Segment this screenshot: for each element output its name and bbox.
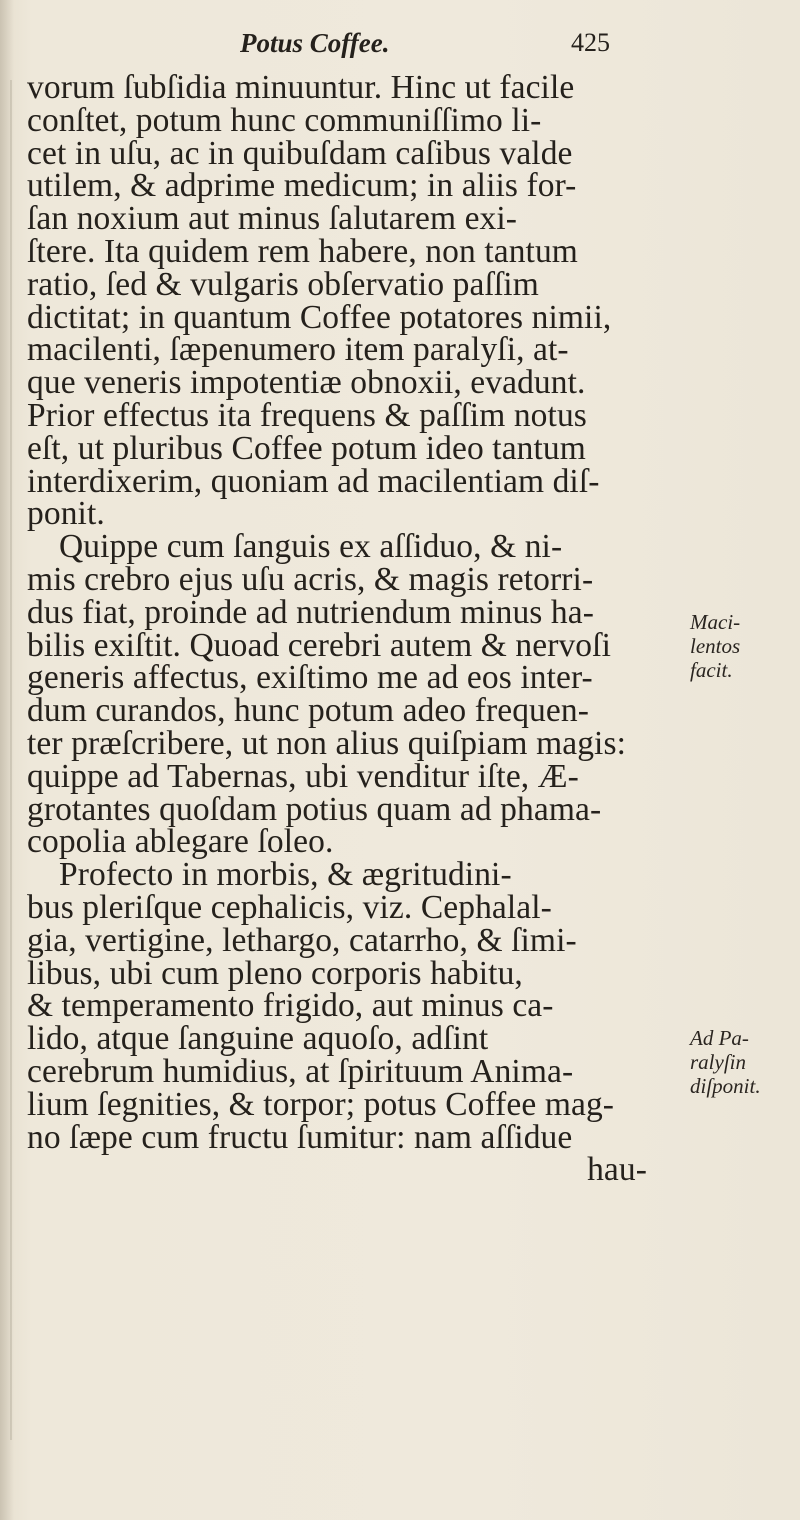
- text-line-12: eſt, ut pluribus Coffee potum ideo tantum: [27, 429, 586, 467]
- margin-note-macilentos: [690, 610, 800, 682]
- text-line-21: ter præſcribere, ut non alius quiſpiam magis:: [27, 724, 626, 762]
- text-line-13: interdixerim, quoniam ad macilentiam diſ-: [27, 462, 600, 500]
- text-line-31: cerebrum humidius, at ſpirituum Anima-: [27, 1052, 574, 1090]
- text-line-22: quippe ad Tabernas, ubi venditur iſte, Æ-: [27, 757, 579, 795]
- text-line-27: gia, vertigine, lethargo, catarrho, & ſimi-: [27, 921, 577, 959]
- text-line-16: mis crebro ejus uſu acris, & magis retorri-: [27, 560, 594, 598]
- running-head: Potus Coffee.: [240, 28, 390, 58]
- margin-note-line: Ad Pa-: [690, 1026, 749, 1050]
- text-line-30: lido, atque ſanguine aquoſo, adſint: [27, 1020, 489, 1058]
- text-line-29: & temperamento frigido, aut minus ca-: [27, 987, 554, 1025]
- text-line-4: utilem, & adprime medicum; in aliis for-: [27, 167, 577, 205]
- text-line-14: ponit.: [27, 495, 105, 533]
- margin-note-line: Maci-: [690, 610, 741, 634]
- text-line-6: ſtere. Ita quidem rem habere, non tantum: [27, 232, 578, 270]
- text-line-25: Profecto in morbis, & ægritudini-: [59, 856, 512, 894]
- body-text: [27, 69, 647, 1189]
- text-line-23: grotantes quoſdam potius quam ad phama-: [27, 790, 602, 828]
- text-line-32: lium ſegnities, & torpor; potus Coffee mag-: [27, 1085, 615, 1123]
- text-line-8: dictitat; in quantum Coffee potatores nimii,: [27, 298, 612, 336]
- text-line-33: no ſæpe cum fructu ſumitur: nam aſſidue: [27, 1118, 573, 1156]
- text-line-28: libus, ubi cum pleno corporis habitu,: [27, 954, 523, 992]
- catchword: hau-: [587, 1151, 647, 1189]
- margin-note-ad-paralysin: [690, 1026, 800, 1098]
- text-line-2: conſtet, potum hunc communiſſimo li-: [27, 101, 542, 139]
- margin-note-line: facit.: [690, 658, 733, 682]
- text-line-20: dum curandos, hunc potum adeo frequen-: [27, 692, 589, 730]
- page-header: [0, 28, 800, 68]
- page-edge-line: [10, 80, 12, 1440]
- margin-note-line: diſponit.: [690, 1074, 761, 1098]
- text-line-10: que veneris impotentiæ obnoxii, evadunt.: [27, 364, 586, 402]
- margin-note-line: lentos: [690, 634, 741, 658]
- text-line-15: Quippe cum ſanguis ex aſſiduo, & ni-: [59, 528, 563, 566]
- text-line-7: ratio, ſed & vulgaris obſervatio paſſim: [27, 265, 539, 303]
- text-line-3: cet in uſu, ac in quibuſdam caſibus valde: [27, 134, 573, 172]
- text-line-9: macilenti, ſæpenumero item paralyſi, at-: [27, 331, 569, 369]
- margin-note-line: ralyſin: [690, 1050, 746, 1074]
- text-line-11: Prior effectus ita frequens & paſſim notus: [27, 396, 587, 434]
- page-number: 425: [571, 28, 610, 57]
- text-line-1: vorum ſubſidia minuuntur. Hinc ut facile: [27, 69, 575, 106]
- text-line-18: bilis exiſtit. Quoad cerebri autem & nervoſi: [27, 626, 611, 664]
- text-line-17: dus fiat, proinde ad nutriendum minus ha-: [27, 593, 594, 631]
- text-line-26: bus pleriſque cephalicis, viz. Cephalal-: [27, 888, 552, 926]
- text-line-19: generis affectus, exiſtimo me ad eos inter-: [27, 659, 593, 697]
- text-line-24: copolia ablegare ſoleo.: [27, 823, 334, 861]
- text-line-5: ſan noxium aut minus ſalutarem exi-: [27, 200, 518, 238]
